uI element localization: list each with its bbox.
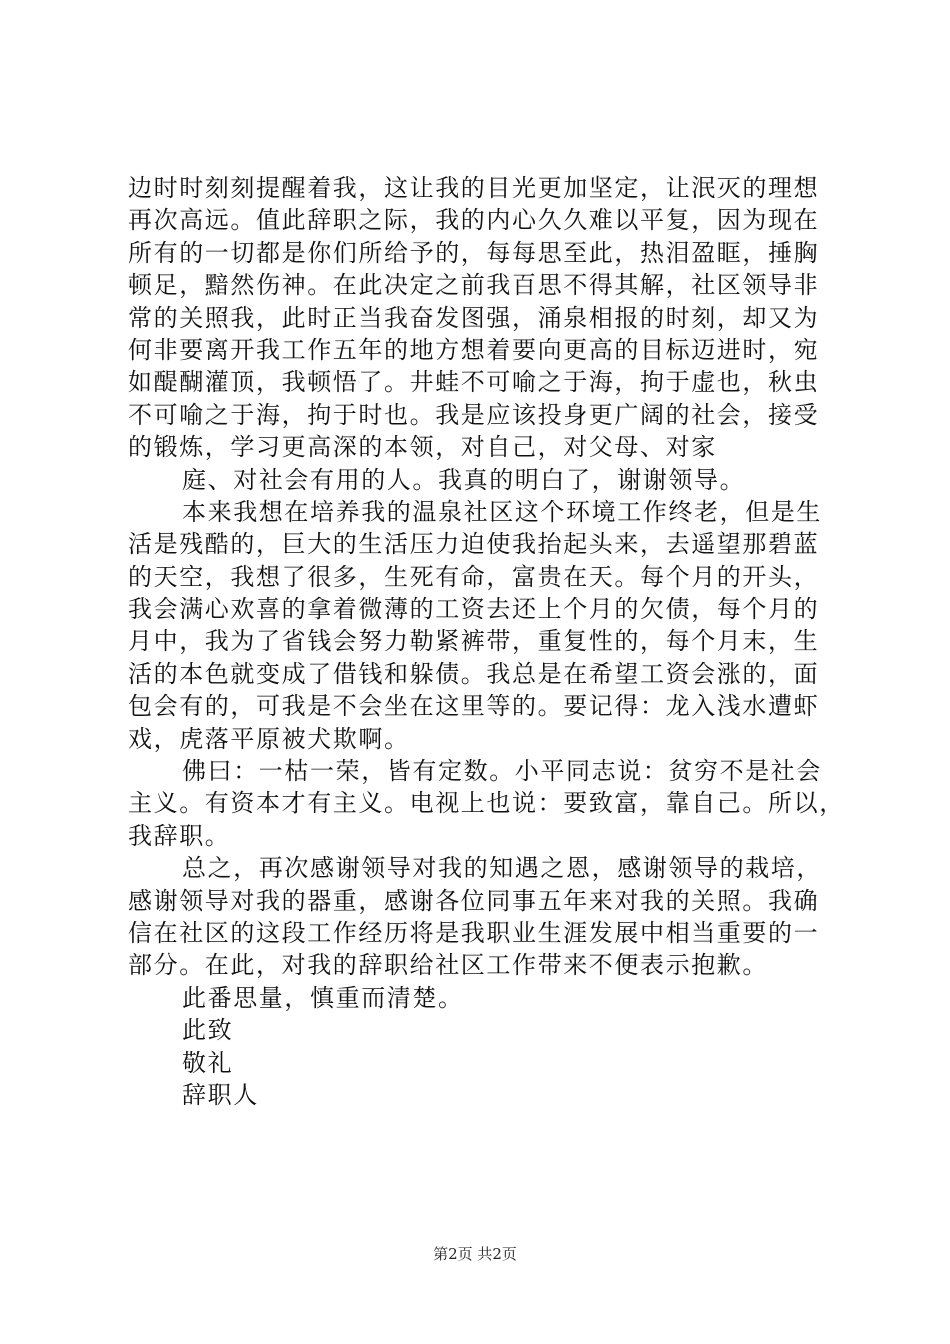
text-line: 敬礼 [182, 1048, 234, 1077]
text-line: 如醍醐灌顶，我顿悟了。井蛙不可喻之于海，拘于虚也，秋虫 [128, 368, 820, 397]
text-line: 不可喻之于海，拘于时也。我是应该投身更广阔的社会，接受 [128, 400, 820, 429]
text-line: 的天空，我想了很多，生死有命，富贵在天。每个月的开头， [128, 562, 820, 591]
text-line: 活是残酷的，巨大的生活压力迫使我抬起头来，去遥望那碧蓝 [128, 530, 820, 559]
text-line: 常的关照我，此时正当我奋发图强，涌泉相报的时刻，却又为 [128, 303, 820, 332]
page-footer [0, 1243, 950, 1264]
document-body [128, 172, 845, 1111]
text-line: 信在社区的这段工作经历将是我职业生涯发展中相当重要的一 [128, 918, 820, 947]
text-line: 部分。在此，对我的辞职给社区工作带来不便表示抱歉。 [128, 951, 768, 980]
text-line: 活的本色就变成了借钱和躲债。我总是在希望工资会涨的，面 [128, 659, 820, 688]
text-line: 此致 [182, 1016, 234, 1045]
text-line: 顿足，黯然伤神。在此决定之前我百思不得其解，社区领导非 [128, 271, 820, 300]
text-line: 感谢领导对我的器重，感谢各位同事五年来对我的关照。我确 [128, 886, 820, 915]
text-line: 佛曰：一枯一荣，皆有定数。小平同志说：贫穷不是社会 [182, 757, 822, 786]
page-number-label: 第2页 共2页 [433, 1245, 517, 1263]
text-line: 我会满心欢喜的拿着微薄的工资去还上个月的欠债，每个月的 [128, 595, 820, 624]
text-line: 主义。有资本才有主义。电视上也说：要致富，靠自己。所以， [128, 789, 845, 818]
text-line: 戏，虎落平原被犬欺啊。 [128, 724, 410, 753]
text-line: 辞职人 [182, 1080, 259, 1109]
text-line: 总之，再次感谢领导对我的知遇之恩，感谢领导的栽培， [182, 854, 822, 883]
text-line: 本来我想在培养我的温泉社区这个环境工作终老，但是生 [182, 497, 822, 526]
text-line: 此番思量，慎重而清楚。 [182, 983, 464, 1012]
text-line: 包会有的，可我是不会坐在这里等的。要记得：龙入浅水遭虾 [128, 692, 820, 721]
text-line: 边时时刻刻提醒着我，这让我的目光更加坚定，让泯灭的理想 [128, 174, 820, 202]
text-line: 月中，我为了省钱会努力勒紧裤带，重复性的，每个月末，生 [128, 627, 820, 656]
text-line: 何非要离开我工作五年的地方想着要向更高的目标迈进时，宛 [128, 335, 820, 364]
text-line: 我辞职。 [128, 821, 231, 850]
text-line: 所有的一切都是你们所给予的，每每思至此，热泪盈眶，捶胸 [128, 238, 820, 267]
text-line: 再次高远。值此辞职之际，我的内心久久难以平复，因为现在 [128, 206, 820, 235]
text-line: 的锻炼，学习更高深的本领，对自己，对父母、对家 [128, 433, 717, 462]
text-line: 庭、对社会有用的人。我真的明白了，谢谢领导。 [182, 465, 746, 494]
